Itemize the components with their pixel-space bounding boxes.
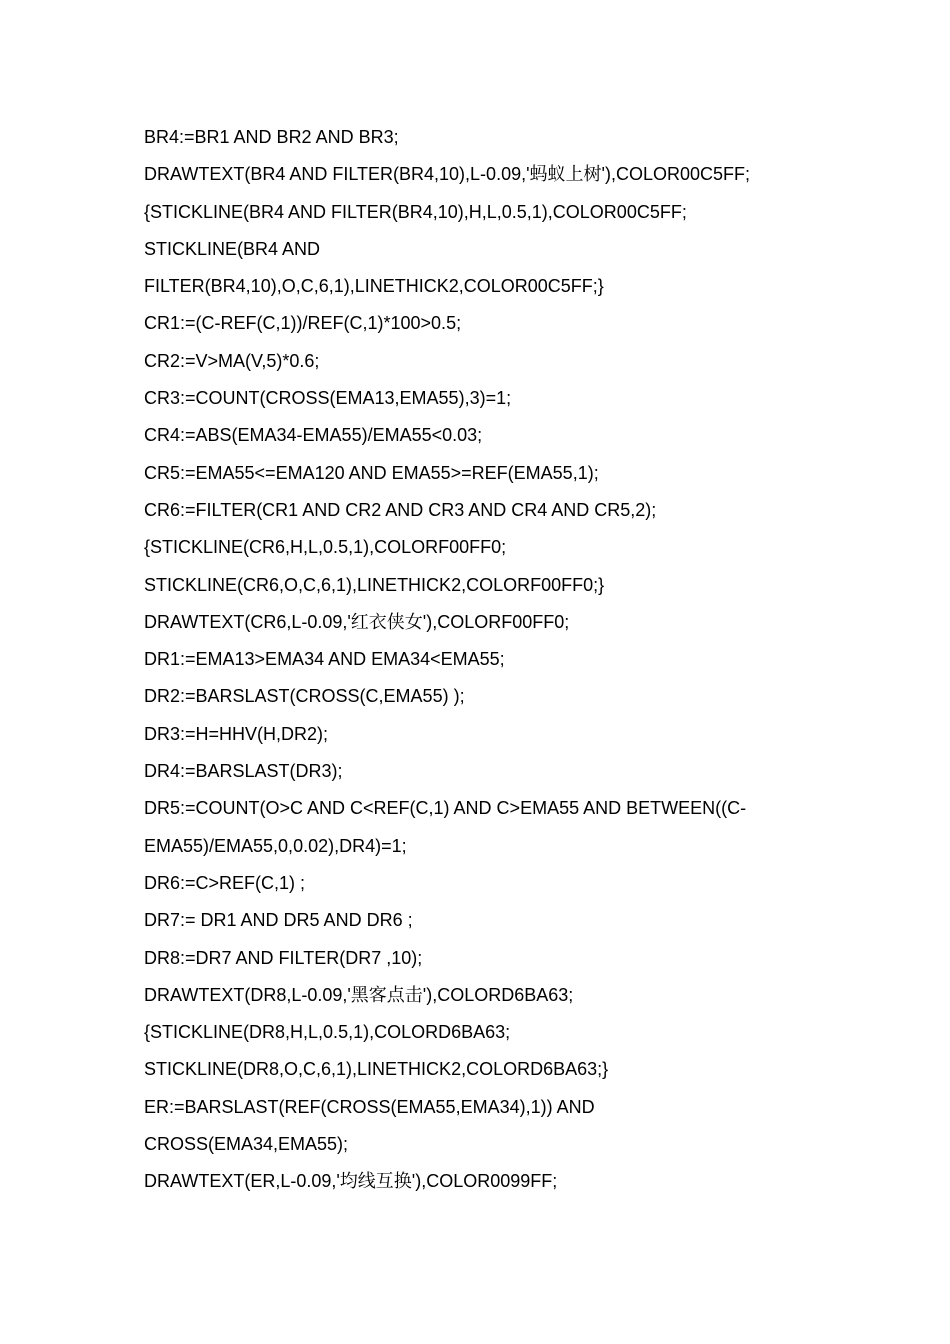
code-line: DR6:=C>REF(C,1) ;	[144, 872, 306, 893]
code-line: EMA55)/EMA55,0,0.02),DR4)=1;	[144, 835, 407, 856]
code-line: CR1:=(C-REF(C,1))/REF(C,1)*100>0.5;	[144, 313, 462, 334]
code-line: STICKLINE(BR4 AND	[144, 238, 321, 259]
code-line: DRAWTEXT(ER,L-0.09,'均线互换'),COLOR0099FF;	[144, 1171, 558, 1192]
code-line: DR8:=DR7 AND FILTER(DR7 ,10);	[144, 947, 423, 968]
code-line: DR1:=EMA13>EMA34 AND EMA34<EMA55;	[144, 649, 505, 670]
code-line: CR4:=ABS(EMA34-EMA55)/EMA55<0.03;	[144, 425, 483, 446]
code-line: DRAWTEXT(BR4 AND FILTER(BR4,10),L-0.09,'蚂蚁上树'),COLOR00C5FF;	[144, 164, 750, 185]
code-line: CR3:=COUNT(CROSS(EMA13,EMA55),3)=1;	[144, 388, 512, 409]
code-line: {STICKLINE(DR8,H,L,0.5,1),COLORD6BA63;	[144, 1022, 511, 1043]
code-line: STICKLINE(CR6,O,C,6,1),LINETHICK2,COLORF00FF0;}	[144, 574, 605, 595]
code-line: ER:=BARSLAST(REF(CROSS(EMA55,EMA34),1)) AND	[144, 1096, 595, 1117]
formula-code-block	[144, 124, 824, 1206]
code-line: DR5:=COUNT(O>C AND C<REF(C,1) AND C>EMA55 AND BETWEEN((C-	[144, 798, 747, 819]
code-line: DR4:=BARSLAST(DR3);	[144, 761, 343, 782]
code-line: DR7:= DR1 AND DR5 AND DR6 ;	[144, 910, 413, 931]
code-line: {STICKLINE(BR4 AND FILTER(BR4,10),H,L,0.5,1),COLOR00C5FF;	[144, 201, 687, 222]
code-line: {STICKLINE(CR6,H,L,0.5,1),COLORF00FF0;	[144, 537, 507, 558]
code-line: STICKLINE(DR8,O,C,6,1),LINETHICK2,COLORD6BA63;}	[144, 1059, 609, 1080]
code-line: DRAWTEXT(CR6,L-0.09,'红衣侠女'),COLORF00FF0;	[144, 611, 570, 632]
code-line: FILTER(BR4,10),O,C,6,1),LINETHICK2,COLOR00C5FF;}	[144, 276, 604, 297]
code-line: DR3:=H=HHV(H,DR2);	[144, 723, 329, 744]
code-line: DRAWTEXT(DR8,L-0.09,'黑客点击'),COLORD6BA63;	[144, 984, 574, 1005]
code-line: DR2:=BARSLAST(CROSS(C,EMA55) );	[144, 686, 465, 707]
code-line: BR4:=BR1 AND BR2 AND BR3;	[144, 127, 399, 147]
code-line: CR5:=EMA55<=EMA120 AND EMA55>=REF(EMA55,1);	[144, 462, 599, 483]
code-line: CR6:=FILTER(CR1 AND CR2 AND CR3 AND CR4 AND CR5,2);	[144, 499, 657, 520]
code-line: CR2:=V>MA(V,5)*0.6;	[144, 350, 320, 371]
code-line: CROSS(EMA34,EMA55);	[144, 1134, 349, 1155]
